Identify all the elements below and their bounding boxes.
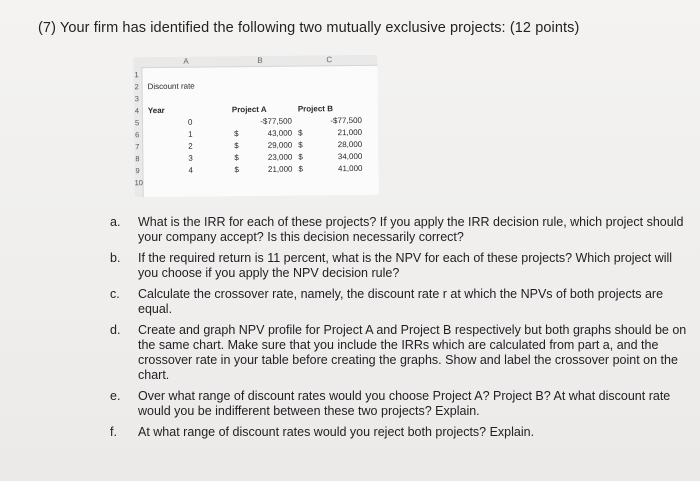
row-number: 6 xyxy=(135,130,140,140)
year-cell: 4 xyxy=(188,165,193,175)
dollar-sign: $ xyxy=(234,153,239,163)
question-text: If the required return is 11 percent, what is the NPV for each of these projects? Which project will you choose if you apply the NPV decision rule? xyxy=(138,251,673,280)
year-label: Year xyxy=(147,105,165,116)
dollar-sign: $ xyxy=(298,164,303,174)
question-letter: b. xyxy=(110,251,121,265)
project-b-cell: 34,000 xyxy=(337,151,363,162)
question-letter: c. xyxy=(110,287,120,301)
year-cell: 0 xyxy=(187,117,193,127)
year-cell: 2 xyxy=(188,141,193,151)
row-header-bar xyxy=(133,67,143,197)
row-number: 4 xyxy=(134,106,140,116)
dollar-sign: $ xyxy=(234,165,239,175)
column-header-a: A xyxy=(183,56,189,66)
question-letter: f. xyxy=(110,425,117,439)
row-number: 10 xyxy=(134,178,143,188)
spreadsheet-image xyxy=(133,55,378,198)
question-letter: a. xyxy=(110,215,121,229)
question-text: Over what range of discount rates would you choose Project A? Project B? At what discount rate would you be indifferent between these two projects? Explain. xyxy=(138,389,671,418)
question-text: At what range of discount rates would you reject both projects? Explain. xyxy=(138,425,535,439)
project-b-cell: 28,000 xyxy=(337,139,363,150)
row-number: 8 xyxy=(135,154,140,164)
dollar-sign: $ xyxy=(234,129,239,139)
dollar-sign: $ xyxy=(234,141,239,151)
question-letter: e. xyxy=(110,389,121,403)
project-a-label: Project A xyxy=(231,104,267,115)
row-number: 3 xyxy=(134,94,139,104)
question-text: Calculate the crossover rate, namely, the discount rate r at which the NPVs of both projects are equal. xyxy=(138,287,664,316)
column-header-c: C xyxy=(326,55,333,65)
project-a-cell: -$77,500 xyxy=(260,116,292,126)
dollar-sign: $ xyxy=(298,152,303,162)
discount-rate-label: Discount rate xyxy=(147,81,195,92)
dollar-sign: $ xyxy=(298,140,303,150)
project-b-cell: -$77,500 xyxy=(330,115,362,126)
column-header-b: B xyxy=(257,55,263,65)
question-text: What is the IRR for each of these projects? If you apply the IRR decision rule, which project should your company accept? Is this decision necessarily correct? xyxy=(138,215,684,244)
row-number: 7 xyxy=(135,142,140,152)
question-heading: (7) Your firm has identified the following two mutually exclusive projects: (12 points) xyxy=(38,20,580,36)
project-b-cell: 21,000 xyxy=(337,127,363,138)
project-a-cell: 43,000 xyxy=(267,128,293,138)
project-b-cell: 41,000 xyxy=(337,163,363,174)
project-a-cell: 29,000 xyxy=(267,140,293,150)
project-b-label: Project B xyxy=(297,104,333,114)
question-text: Create and graph NPV profile for Project A and Project B respectively but both graphs should be on the same chart. Make sure that you include the IRRs which are calculated from part a, and the crossover rate in your table before creating the graphs. Show and label the crossover point on the chart. xyxy=(138,323,687,382)
row-number: 9 xyxy=(135,166,140,176)
column-header-bar xyxy=(133,55,377,69)
project-a-cell: 23,000 xyxy=(267,152,293,162)
row-number: 1 xyxy=(134,70,139,80)
year-cell: 1 xyxy=(188,129,193,139)
dollar-sign: $ xyxy=(298,128,303,138)
row-number: 5 xyxy=(134,118,140,128)
project-a-cell: 21,000 xyxy=(267,164,293,174)
row-number: 2 xyxy=(134,82,139,92)
year-cell: 3 xyxy=(188,153,193,163)
question-letter: d. xyxy=(110,323,121,337)
